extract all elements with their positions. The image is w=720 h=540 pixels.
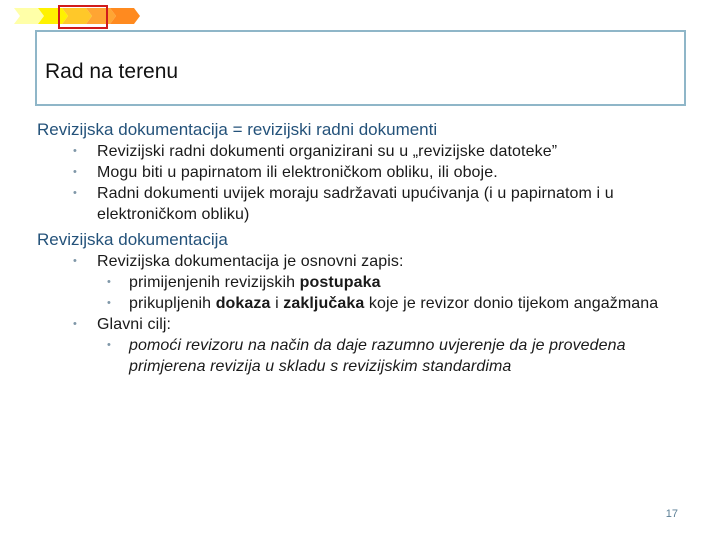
bullet-icon: • (73, 166, 77, 178)
list-item (37, 251, 677, 272)
bullet-icon: • (107, 297, 111, 309)
text-segment: i (270, 295, 284, 312)
slide-title: Rad na terenu (45, 60, 179, 83)
sub-list-item (37, 293, 677, 314)
section-heading-2: Revizijska dokumentacija (37, 230, 228, 249)
list-item-text: Revizijska dokumentacija je osnovni zapis: (97, 253, 404, 270)
bullet-icon: • (73, 255, 77, 267)
section-2-list (37, 251, 677, 377)
list-item (37, 183, 677, 225)
slide-content (37, 119, 677, 377)
bold-term: zaključaka (283, 295, 365, 312)
bullet-icon: • (107, 276, 111, 288)
section-heading-1: Revizijska dokumentacija = revizijski radni dokumenti (37, 120, 438, 139)
list-item-text: Mogu biti u papirnatom ili elektroničkom obliku, ili oboje. (97, 164, 498, 181)
bold-term: postupaka (299, 274, 381, 291)
list-item (37, 162, 677, 183)
list-item (37, 314, 677, 335)
list-item (37, 141, 677, 162)
bullet-icon: • (107, 339, 111, 351)
text-segment: primijenjenih revizijskih (129, 274, 300, 291)
title-box (35, 30, 686, 106)
current-step-highlight (58, 5, 108, 29)
bullet-icon: • (73, 145, 77, 157)
list-item-text: pomoći revizoru na način da daje razumno uvjerenje da je provedena primjerena revizija u skladu s revizijskim standardima (129, 337, 626, 375)
bullet-icon: • (73, 187, 77, 199)
sub-list-item (37, 272, 677, 293)
bullet-icon: • (73, 318, 77, 330)
list-item-text: Glavni cilj: (97, 316, 172, 333)
text-segment: koje je revizor donio tijekom angažmana (364, 295, 659, 312)
page-number: 17 (665, 508, 678, 520)
list-item-text: Radni dokumenti uvijek moraju sadržavati upućivanja (i u papirnatom i u elektroničkom obliku) (97, 185, 614, 223)
bold-term: dokaza (215, 295, 271, 312)
list-item-text: Revizijski radni dokumenti organizirani su u „revizijske datoteke” (97, 143, 558, 160)
section-1-list (37, 141, 677, 225)
sub-list-item (37, 335, 677, 377)
progress-step-1 (14, 8, 44, 24)
text-segment: prikupljenih (129, 295, 216, 312)
